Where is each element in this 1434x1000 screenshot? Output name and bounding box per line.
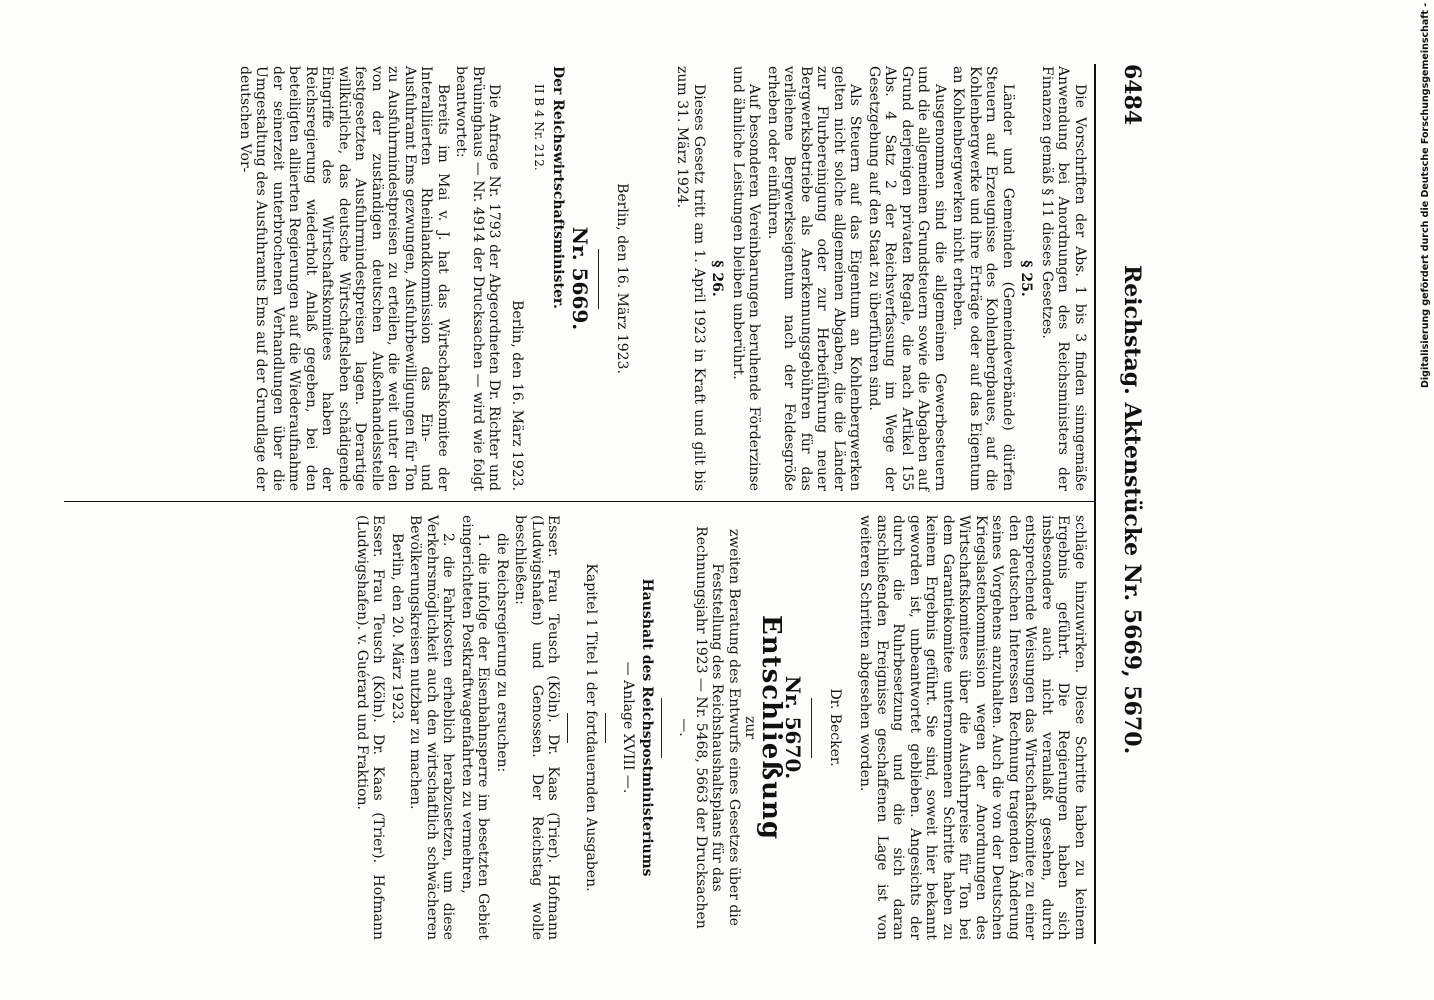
- left-column: [235, 66, 1089, 491]
- ministry-heading: Der Reichswirtschaftsminister.: [550, 66, 566, 309]
- section-title: § 25.: [1018, 260, 1035, 297]
- budget-heading: Haushalt des Reichspostministeriums: [639, 578, 655, 877]
- paragraph: Die Vorschriften der Abs. 1 bis 3 finden sinngemäße Anwendung bei Anordnungen des Reichsministers der Finanzen gemäß § 11 dieses Gesetzes.: [1039, 66, 1088, 491]
- motion-intro: Esser. Frau Teusch (Köln). Dr. Kaas (Trier). Hofmann (Ludwigshafen) und Genossen. Der Reichstag wolle beschließen:: [512, 515, 562, 940]
- list-item: 2. die Fahrkosten erheblich herabzusetzen, um diese Verkehrsmöglichkeit auch den wirtschaftlich schwächeren Bevölkerungskreisen nutzbar zu machen.: [407, 515, 457, 940]
- chapter-line: Kapitel 1 Titel 1 der fortdauernden Ausgaben.: [583, 563, 599, 892]
- date-line: Berlin, den 20. März 1923.: [389, 533, 405, 724]
- signature: Dr. Becker.: [827, 688, 843, 767]
- date-line: Berlin, den 16. März 1923.: [614, 183, 630, 374]
- paragraph: Die Anfrage Nr. 1793 der Abgeordneten Dr. Richter und Brüninghaus — Nr. 4914 der Drucksachen — wird wie folgt beantwortet:: [453, 66, 503, 491]
- paragraph: Ausgenommen sind die allgemeinen Gewerbesteuern und die allgemeinen Grundsteuern sowie die Abgaben auf Grund derjenigen privaten Regale, die nach Artikel 155 Abs. 4 Satz 2 der Reichsverfassung im Wege der Gesetzgebung auf den Staat zu überführen sind.: [866, 66, 948, 491]
- paragraph: zweiten Beratung des Entwurfs eines Gesetzes über die Feststellung des Reichshaushaltsplans für das Rechnungsjahr 1923 — Nr. 5468, 5663 der Drucksachen —.: [676, 526, 742, 929]
- date-line: Berlin, den 16. März 1923.: [509, 300, 525, 491]
- document-number: Nr. 5670.: [781, 675, 806, 780]
- list-item: 1. die infolge der Eisenbahnsperre im besetzten Gebiet eingerichteten Postkraftwagenfahrten zu vermehren,: [459, 515, 492, 940]
- signers: Esser. Frau Teusch (Köln). Dr. Kaas (Trier). Hofmann (Ludwigshafen). v. Guérard und Fraktion.: [354, 515, 387, 940]
- separator: [599, 249, 600, 309]
- reference-number: II B 4 Nr. 212.: [532, 84, 547, 171]
- digitization-watermark: [1419, 2, 1432, 388]
- paragraph: schläge hinzuwirken. Diese Schritte haben zu keinem Ergebnis geführt. Die Regierungen haben sich insbesondere auch nicht veranlaßt gesehen, durch entsprechende Weisungen das Wirtschaftskomitee zu einer den deutschen Interessen Rechnung tragenden Änderung seines Vorgehens anzuhalten. Auch die von der Deutschen Kriegslastenkommission wegen der Anordnungen des Wirtschaftskomitees über die Ausfuhrpreise für Ton bei dem Garantiekomitee unternommenen Schritte haben zu keinem Ergebnis geführt. Sie sind, soweit hier bekannt geworden ist, unbeantwortet geblieben. Angesichts der durch die Ruhrbesetzung und die sich daran anschließenden Ereignisse geschaffenen Lage ist von weiteren Schritten abgesehen worden.: [857, 515, 1088, 940]
- separator: [605, 713, 606, 743]
- right-column: [352, 515, 1089, 940]
- document-number: Nr. 5669.: [568, 226, 593, 331]
- paragraph: Dieses Gesetz tritt am 1. April 1923 in Kraft und gilt bis zum 31. März 1924.: [674, 66, 707, 491]
- paragraph: Bereits im Mai v. J. hat das Wirtschaftskomitee der Interalliierten Rheinlandkommission das Ein- und Ausfuhramt Ems gezwungen, Ausfuhrbewilligungen für Ton zu Ausfuhrmindestpreisen zu erteilen, die weit unter den von der zuständigen deutschen Außenhandelsstelle festgesetzten Ausfuhrmindestpreisen lagen. Derartige willkürliche, das deutsche Wirtschaftsleben schädigende Eingriffe des Wirtschaftskomitees haben der Reichsregierung wiederholt Anlaß gegeben, bei den beteiligten alliierten Regierungen auf die Wiederaufnahme der seinerzeit unterbrochenen Verhandlungen über die Umgestaltung des Ausfuhramts Ems auf der Grundlage der deutschen Vor-: [237, 66, 451, 491]
- page-title: Reichstag. Aktenstücke Nr. 5669, 5670.: [1119, 264, 1145, 755]
- page-header: [1100, 64, 1145, 944]
- page-number: 6484: [1119, 64, 1145, 126]
- paragraph: Auf besonderen Vereinbarungen beruhende Förderzinse und ähnliche Leistungen bleiben unberührt.: [730, 66, 763, 491]
- paragraph: Als Steuern auf das Eigentum an Kohlenbergwerken gelten nicht solche allgemeinen Abgaben, die die Länder zur Flurbereinigung oder zur Herbeiführung neuer Bergwerksbetriebe als Anerkennungsgebühren für das verliehene Bergwerkseigentum nach der Feldesgröße erheben oder einführen.: [765, 66, 864, 491]
- watermark-text: Digitalisierung gefördert durch die Deutsche Forschungsgemeinschaft -: [1420, 2, 1431, 388]
- annex-label: — Anlage XVIII —.: [620, 661, 637, 794]
- section-title: § 26.: [709, 260, 726, 297]
- separator: [661, 698, 662, 758]
- subheading: zur: [742, 715, 759, 740]
- column-divider: [64, 501, 1094, 502]
- separator: [812, 698, 813, 758]
- separator: [568, 713, 569, 743]
- paragraph: die Reichsregierung zu ersuchen:: [494, 533, 510, 773]
- paragraph: Länder und Gemeinden (Gemeindeverbände) dürfen Steuern auf Erzeugnisse des Kohlenbergbaues, auf die Kohlenbergwerke und ihre Erträge oder auf das Eigentum an Kohlenbergwerken nicht erheben.: [950, 66, 1016, 491]
- header-rule: [1094, 64, 1096, 944]
- document-page: [60, 64, 1145, 944]
- document-heading: Entschließung: [756, 614, 786, 841]
